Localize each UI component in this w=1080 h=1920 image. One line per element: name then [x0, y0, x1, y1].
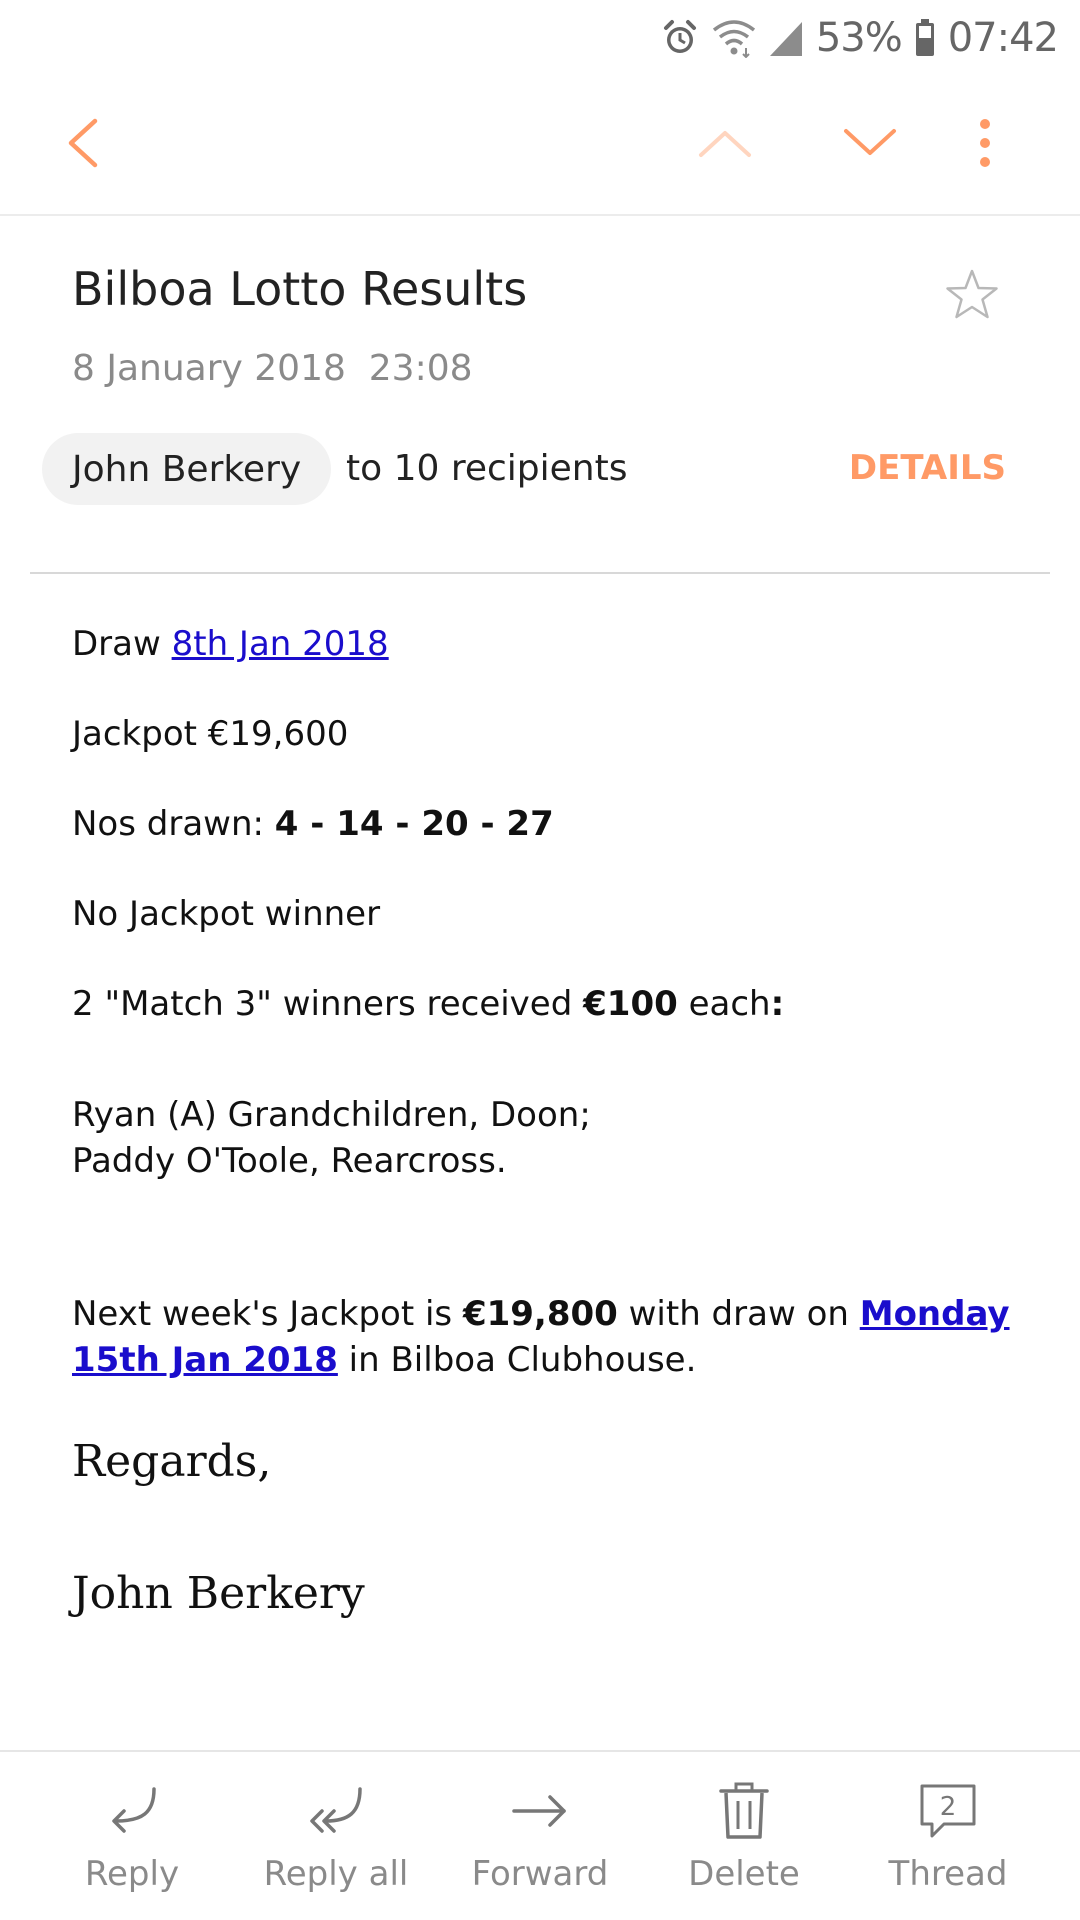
delete-label: Delete [688, 1854, 800, 1894]
match-each: each [677, 984, 771, 1024]
next-draw-line-2 [72, 1338, 696, 1382]
thread-icon [918, 1780, 978, 1842]
email-toolbar [0, 76, 1080, 216]
winner-2: Paddy O'Toole, Rearcross. [72, 1141, 507, 1181]
next-draw-label: with draw on [617, 1294, 860, 1334]
reply-all-button[interactable] [236, 1752, 436, 1920]
sender-chip[interactable]: John Berkery [42, 433, 331, 505]
back-button[interactable] [48, 76, 118, 214]
numbers-drawn-line [72, 802, 554, 846]
back-arrow-icon [63, 113, 103, 178]
jackpot-line: Jackpot €19,600 [72, 714, 349, 754]
delete-button[interactable] [644, 1752, 844, 1920]
match-amount: €100 [583, 984, 678, 1024]
next-jackpot-amount: €19,800 [462, 1294, 618, 1334]
signal-icon [768, 18, 804, 58]
match-winners-line [72, 982, 784, 1026]
reply-label: Reply [84, 1854, 180, 1894]
draw-line [72, 622, 389, 666]
signature-text: John Berkery [72, 1568, 365, 1619]
forward-button[interactable] [440, 1752, 640, 1920]
email-subject: Bilboa Lotto Results [72, 262, 528, 316]
draw-date-link[interactable]: 8th Jan 2018 [171, 624, 389, 664]
star-icon [942, 313, 1002, 330]
numbers-label: Nos drawn: [72, 804, 275, 844]
email-date: 8 January 2018 23:08 [72, 348, 473, 389]
thread-button[interactable] [848, 1752, 1048, 1920]
winner-1: Ryan (A) Grandchildren, Doon; [72, 1095, 591, 1135]
more-options-button[interactable] [960, 76, 1010, 214]
details-button[interactable]: DETAILS [848, 448, 1006, 488]
battery-icon [914, 18, 936, 58]
thread-count: 2 [939, 1792, 957, 1822]
next-jackpot-label: Next week's Jackpot is [72, 1294, 463, 1334]
battery-percentage: 53% [815, 15, 902, 61]
alarm-icon [660, 18, 700, 58]
next-draw-day-link[interactable]: Monday [859, 1294, 1010, 1334]
reply-all-icon [304, 1780, 368, 1842]
trash-icon [717, 1780, 771, 1842]
star-button[interactable] [942, 266, 1002, 326]
clock: 07:42 [947, 15, 1058, 61]
header-divider [30, 572, 1050, 574]
match-colon: : [770, 984, 785, 1024]
draw-label: Draw [72, 624, 172, 664]
numbers-drawn: 4 - 14 - 20 - 27 [274, 804, 554, 844]
reply-all-label: Reply all [263, 1854, 409, 1894]
bottom-action-bar [0, 1750, 1080, 1920]
next-email-icon [840, 123, 900, 168]
wifi-icon [712, 18, 756, 58]
recipients-label: to 10 recipients [346, 448, 628, 489]
next-draw-venue: in Bilboa Clubhouse. [337, 1340, 697, 1380]
next-email-button[interactable] [835, 76, 905, 214]
regards-text: Regards, [72, 1436, 272, 1487]
forward-icon [508, 1780, 572, 1842]
previous-email-icon [695, 123, 755, 168]
match-label: 2 "Match 3" winners received [72, 984, 584, 1024]
previous-email-button[interactable] [690, 76, 760, 214]
next-jackpot-line [72, 1292, 1010, 1336]
reply-icon [102, 1780, 162, 1842]
next-draw-date-link[interactable]: 15th Jan 2018 [72, 1340, 338, 1380]
no-winner-line: No Jackpot winner [72, 894, 381, 934]
forward-label: Forward [471, 1854, 609, 1894]
reply-button[interactable] [32, 1752, 232, 1920]
thread-label: Thread [888, 1854, 1008, 1894]
status-icons [660, 10, 1058, 66]
more-options-icon [977, 118, 993, 173]
status-bar [0, 0, 1080, 76]
